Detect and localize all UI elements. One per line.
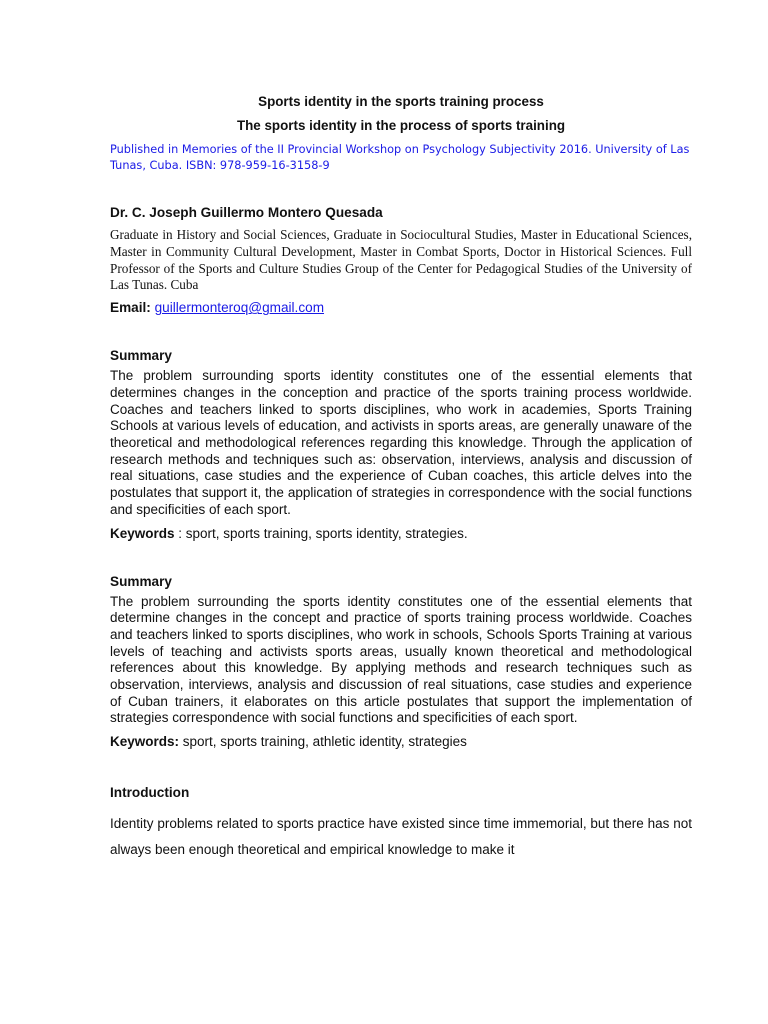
keywords-values: : sport, sports training, sports identity, strategies. (174, 525, 468, 541)
author-name: Dr. C. Joseph Guillermo Montero Quesada (110, 205, 383, 220)
publication-note: Published in Memories of the II Provincial Workshop on Psychology Subjectivity 2016. University of Las Tunas, Cuba. ISBN: 978-959-16-3158-9 (110, 143, 690, 172)
document-title: Sports identity in the sports training process (258, 94, 544, 109)
document-subtitle: The sports identity in the process of sports training (236, 118, 566, 133)
keywords-line (110, 525, 692, 542)
email-label: Email: (110, 300, 151, 316)
keywords-line-2 (110, 733, 692, 750)
keywords-values-2: sport, sports training, athletic identity, strategies (179, 734, 467, 750)
keywords-label: Keywords (110, 525, 175, 541)
author-bio: Graduate in History and Social Sciences, Graduate in Sociocultural Studies, Master in Educational Sciences, Master in Community Cultural Development, Master in Combat Sports, Doctor in Historical Sciences. Full Professor of the Sports and Culture Studies Group of the Center for Pedagogical Studies of the University of Las Tunas. Cuba (110, 227, 692, 293)
keywords-label-2: Keywords: (110, 734, 180, 750)
email-line (110, 299, 692, 316)
document-body (110, 93, 692, 863)
summary-paragraph-2: The problem surrounding the sports identity constitutes one of the essential elements that determine changes in the concept and practice of sports training process worldwide. Coaches and teachers linked to sports disciplines, who work in schools, Schools Sports Training at various levels of teaching and activists sports areas, usually known theoretical and methodological references about this knowledge. By applying methods and research techniques such as observation, interviews, analysis and discussion of real situations, case studies and experience of Cuban trainers, it elaborates on this article postulates that support the implementation of strategies correspondence with social functions and specificities of each sport. (110, 593, 692, 726)
introduction-heading: Introduction (110, 785, 190, 801)
introduction-paragraph: Identity problems related to sports practice have existed since time immemorial, but there has not always been enough theoretical and empirical knowledge to make it (110, 816, 692, 858)
summary-heading: Summary (110, 348, 172, 364)
email-link[interactable]: guillermonteroq@gmail.com (154, 300, 325, 316)
summary-heading-2: Summary (110, 573, 172, 589)
summary-paragraph: The problem surrounding sports identity constitutes one of the essential elements that determines changes in the conception and practice of the sports training process worldwide. Coaches and teachers linked to sports disciplines, who work in academies, Sports Training Schools at various levels of education, and activists in sports areas, are generally unaware of the theoretical and methodological references regarding this knowledge. Through the application of research methods and techniques such as: observation, interviews, analysis and discussion of real situations, case studies and the experience of Cuban coaches, this article delves into the postulates that support it, the application of strategies in correspondence with the social functions and specificities of each sport. (110, 368, 692, 517)
